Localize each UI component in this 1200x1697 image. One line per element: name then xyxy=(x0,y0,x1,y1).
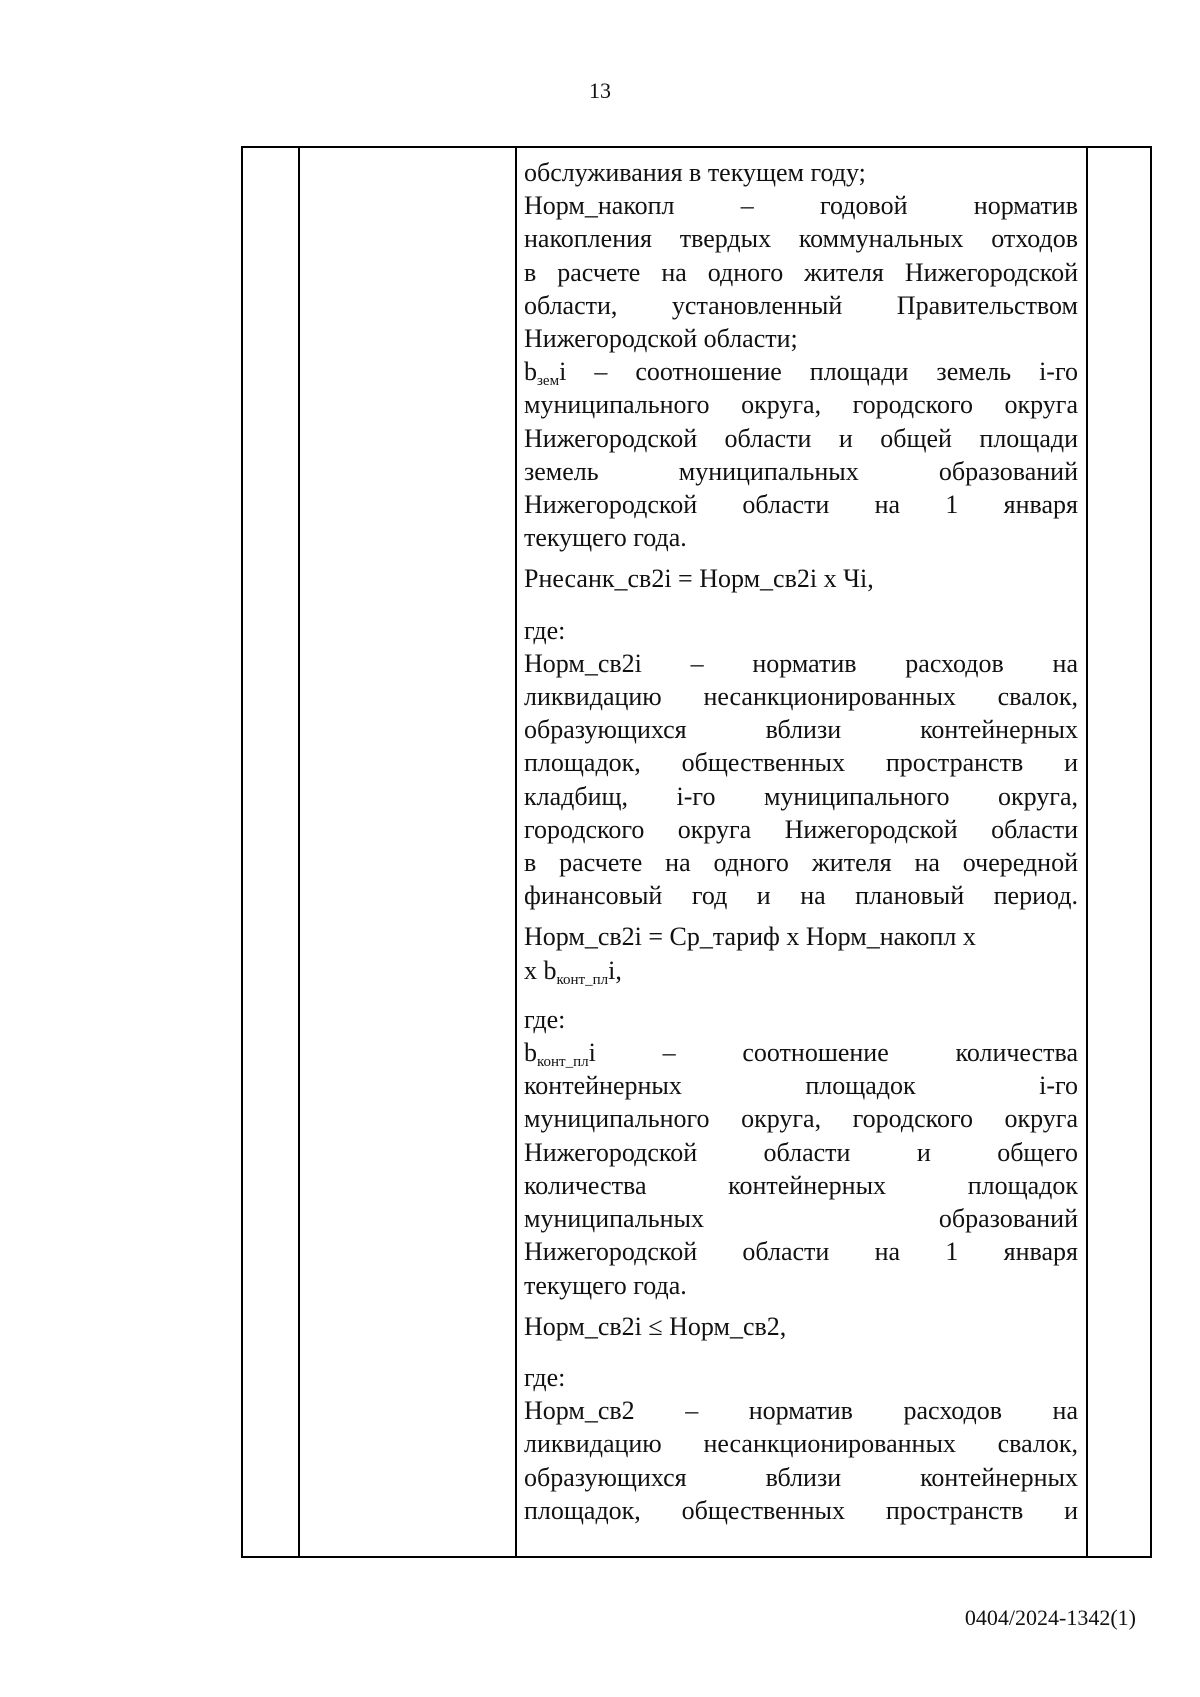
content-table xyxy=(241,146,1152,1558)
text-line: Нижегородской области на 1 января xyxy=(524,490,1078,520)
formula-part: i, xyxy=(608,955,622,985)
formula: Рнесанк_св2i = Норм_св2i х Чi, xyxy=(524,564,874,594)
variable-definition xyxy=(524,1036,1078,1069)
text-line: количества контейнерных площадок xyxy=(524,1170,1078,1200)
where-label: где: xyxy=(524,1004,566,1034)
text-line: ликвидацию несанкционированных свалок, xyxy=(524,682,1078,712)
text-line: Норм_св2i – норматив расходов на xyxy=(524,648,1078,678)
text-line: Нижегородской области на 1 января xyxy=(524,1237,1078,1267)
text-line: Нижегородской области; xyxy=(524,324,798,354)
variable-definition xyxy=(524,355,1078,388)
text-line: обслуживания в текущем году; xyxy=(524,158,866,187)
text-line: муниципального округа, городского округа xyxy=(524,1104,1078,1134)
text-line: образующихся вблизи контейнерных xyxy=(524,715,1078,745)
column-divider xyxy=(515,148,517,1556)
text-line: городского округа Нижегородской области xyxy=(524,814,1078,844)
text-line: земель муниципальных образований xyxy=(524,456,1078,486)
column-divider xyxy=(1086,148,1088,1556)
definition-text: i – соотношение количества xyxy=(588,1038,1078,1068)
text-line: в расчете на одного жителя на очередной xyxy=(524,848,1078,878)
text-line: накопления твердых коммунальных отходов xyxy=(524,224,1078,254)
formula xyxy=(524,920,1078,953)
text-line: кладбищ, i-го муниципального округа, xyxy=(524,781,1078,811)
text-line: финансовый год и на плановый период. xyxy=(524,881,1078,911)
where-label: где: xyxy=(524,615,566,645)
formula: Норм_св2i ≤ Норм_св2, xyxy=(524,1311,787,1341)
text-line: ликвидацию несанкционированных свалок, xyxy=(524,1429,1078,1459)
variable-symbol: b xyxy=(524,1038,537,1068)
text-line: текущего года. xyxy=(524,523,687,553)
page-number: 13 xyxy=(589,78,611,103)
variable-subscript: зем xyxy=(537,373,560,390)
text-line: Норм_накопл – годовой норматив xyxy=(524,191,1078,221)
table-text-cell xyxy=(524,156,1078,1527)
text-line: муниципальных образований xyxy=(524,1204,1078,1234)
text-line: Нижегородской области и общего xyxy=(524,1137,1078,1167)
text-line: площадок, общественных пространств и xyxy=(524,748,1078,778)
text-line: Норм_св2 – норматив расходов на xyxy=(524,1396,1078,1426)
text-line: Нижегородской области и общей площади xyxy=(524,423,1078,453)
formula-part: х b xyxy=(524,955,557,985)
text-line: муниципального округа, городского округа xyxy=(524,390,1078,420)
column-divider xyxy=(298,148,300,1556)
variable-subscript: конт_пл xyxy=(537,1054,589,1071)
formula-subscript: конт_пл xyxy=(556,971,609,988)
text-line: образующихся вблизи контейнерных xyxy=(524,1462,1078,1492)
text-line: площадок, общественных пространств и xyxy=(524,1495,1078,1525)
document-code: 0404/2024-1342(1) xyxy=(964,1605,1136,1630)
formula-line: Норм_св2i = Ср_тариф х Норм_накопл х xyxy=(524,922,976,952)
text-line: в расчете на одного жителя Нижегородской xyxy=(524,257,1078,287)
formula-continuation xyxy=(524,954,1078,987)
where-label: где: xyxy=(524,1362,566,1392)
variable-symbol: b xyxy=(524,357,537,387)
definition-text: i – соотношение площади земель i-го xyxy=(559,357,1078,387)
text-line: контейнерных площадок i-го xyxy=(524,1071,1078,1101)
text-line: текущего года. xyxy=(524,1270,687,1300)
text-line: области, установленный Правительством xyxy=(524,290,1078,320)
